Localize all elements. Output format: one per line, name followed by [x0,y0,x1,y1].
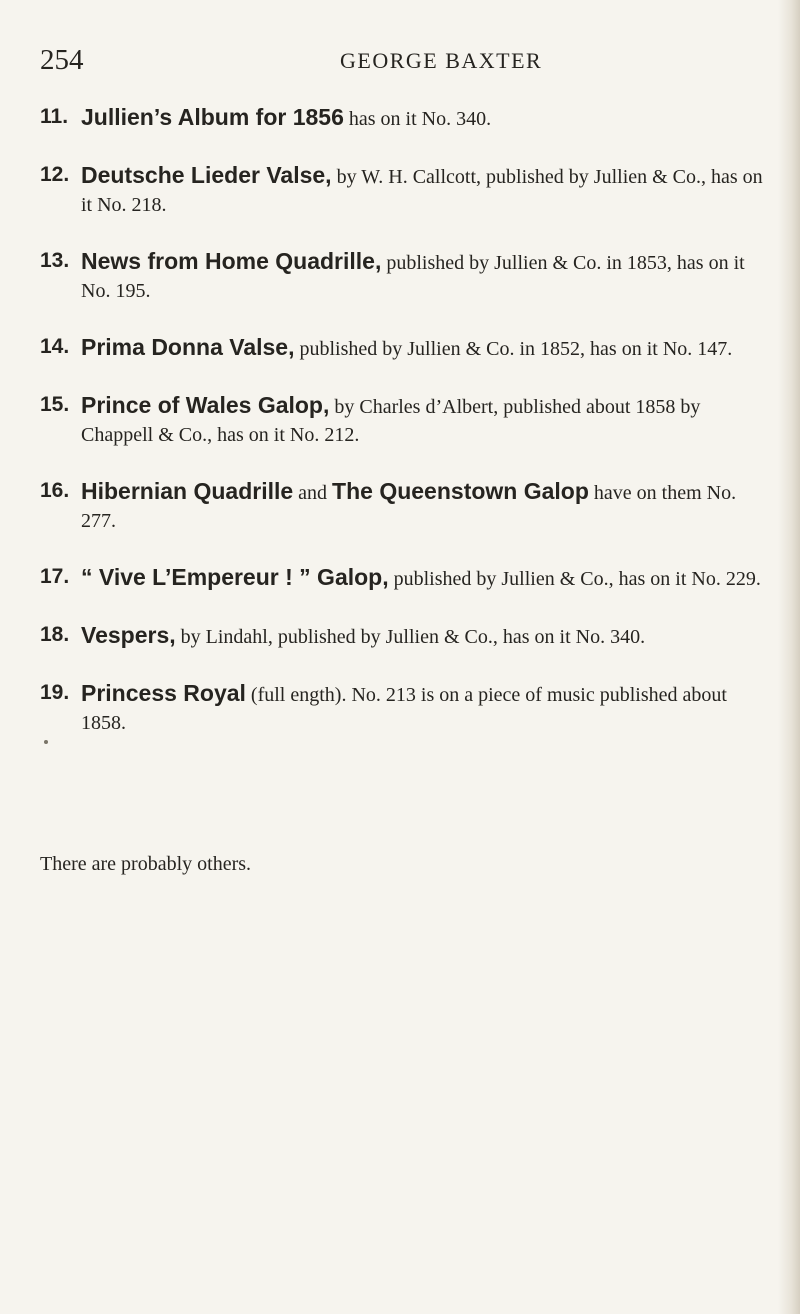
entry-number: 16. [40,479,70,502]
catalogue-entry [40,477,775,535]
entry-title: Prince of Wales Galop, [81,392,330,418]
entry-number: 19. [40,681,70,704]
catalogue-entry [40,679,775,737]
catalogue-entry [40,161,775,219]
ink-speck [44,740,48,744]
entry-number: 15. [40,393,70,416]
entry-text: published by Jullien & Co. in 1853, has on it No. 195. [81,252,745,302]
entry-title: Vespers, [81,622,176,648]
catalogue-list [40,103,775,765]
entry-title: Deutsche Lieder Valse, [81,162,332,188]
entry-text: has on it No. 340. [348,108,492,130]
entry-text: have on them No. 277. [81,482,737,532]
entry-title: News from Home Quadrille, [81,248,382,274]
entry-number: 17. [40,565,70,588]
entry-connector: and [298,482,328,504]
catalogue-entry [40,247,775,305]
catalogue-entry [40,103,775,133]
entry-number: 12. [40,163,70,186]
catalogue-entry [40,391,775,449]
entry-title-second: The Queenstown Galop [332,478,589,504]
closing-note: There are probably others. [40,853,252,875]
page-edge-shadow [778,0,800,1314]
entry-text: (full ength). No. 213 is on a piece of music published about 1858. [81,684,727,734]
entry-title: “ Vive L’Empereur ! ” Galop, [81,564,389,590]
catalogue-entry [40,621,775,651]
entry-number: 18. [40,623,70,646]
entry-title: Prima Donna Valse, [81,334,295,360]
entry-title: Hibernian Quadrille [81,478,294,504]
page-number: 254 [40,44,84,76]
entry-text: by W. H. Callcott, published by Jullien & Co., has on it No. 218. [81,166,763,216]
catalogue-entry [40,563,775,593]
entry-text: published by Jullien & Co., has on it No. 229. [393,568,761,590]
running-head [40,42,760,78]
entry-title: Jullien’s Album for 1856 [81,104,344,130]
entry-number: 11. [40,105,69,128]
entry-number: 13. [40,249,70,272]
entry-text: by Lindahl, published by Jullien & Co., has on it No. 340. [180,626,646,648]
catalogue-entry [40,333,775,363]
entry-title: Princess Royal [81,680,246,706]
entry-text: published by Jullien & Co. in 1852, has on it No. 147. [299,338,733,360]
page-heading: GEORGE BAXTER [340,48,543,73]
entry-text: by Charles d’Albert, published about 1858 by Chappell & Co., has on it No. 212. [81,396,701,446]
entry-number: 14. [40,335,70,358]
